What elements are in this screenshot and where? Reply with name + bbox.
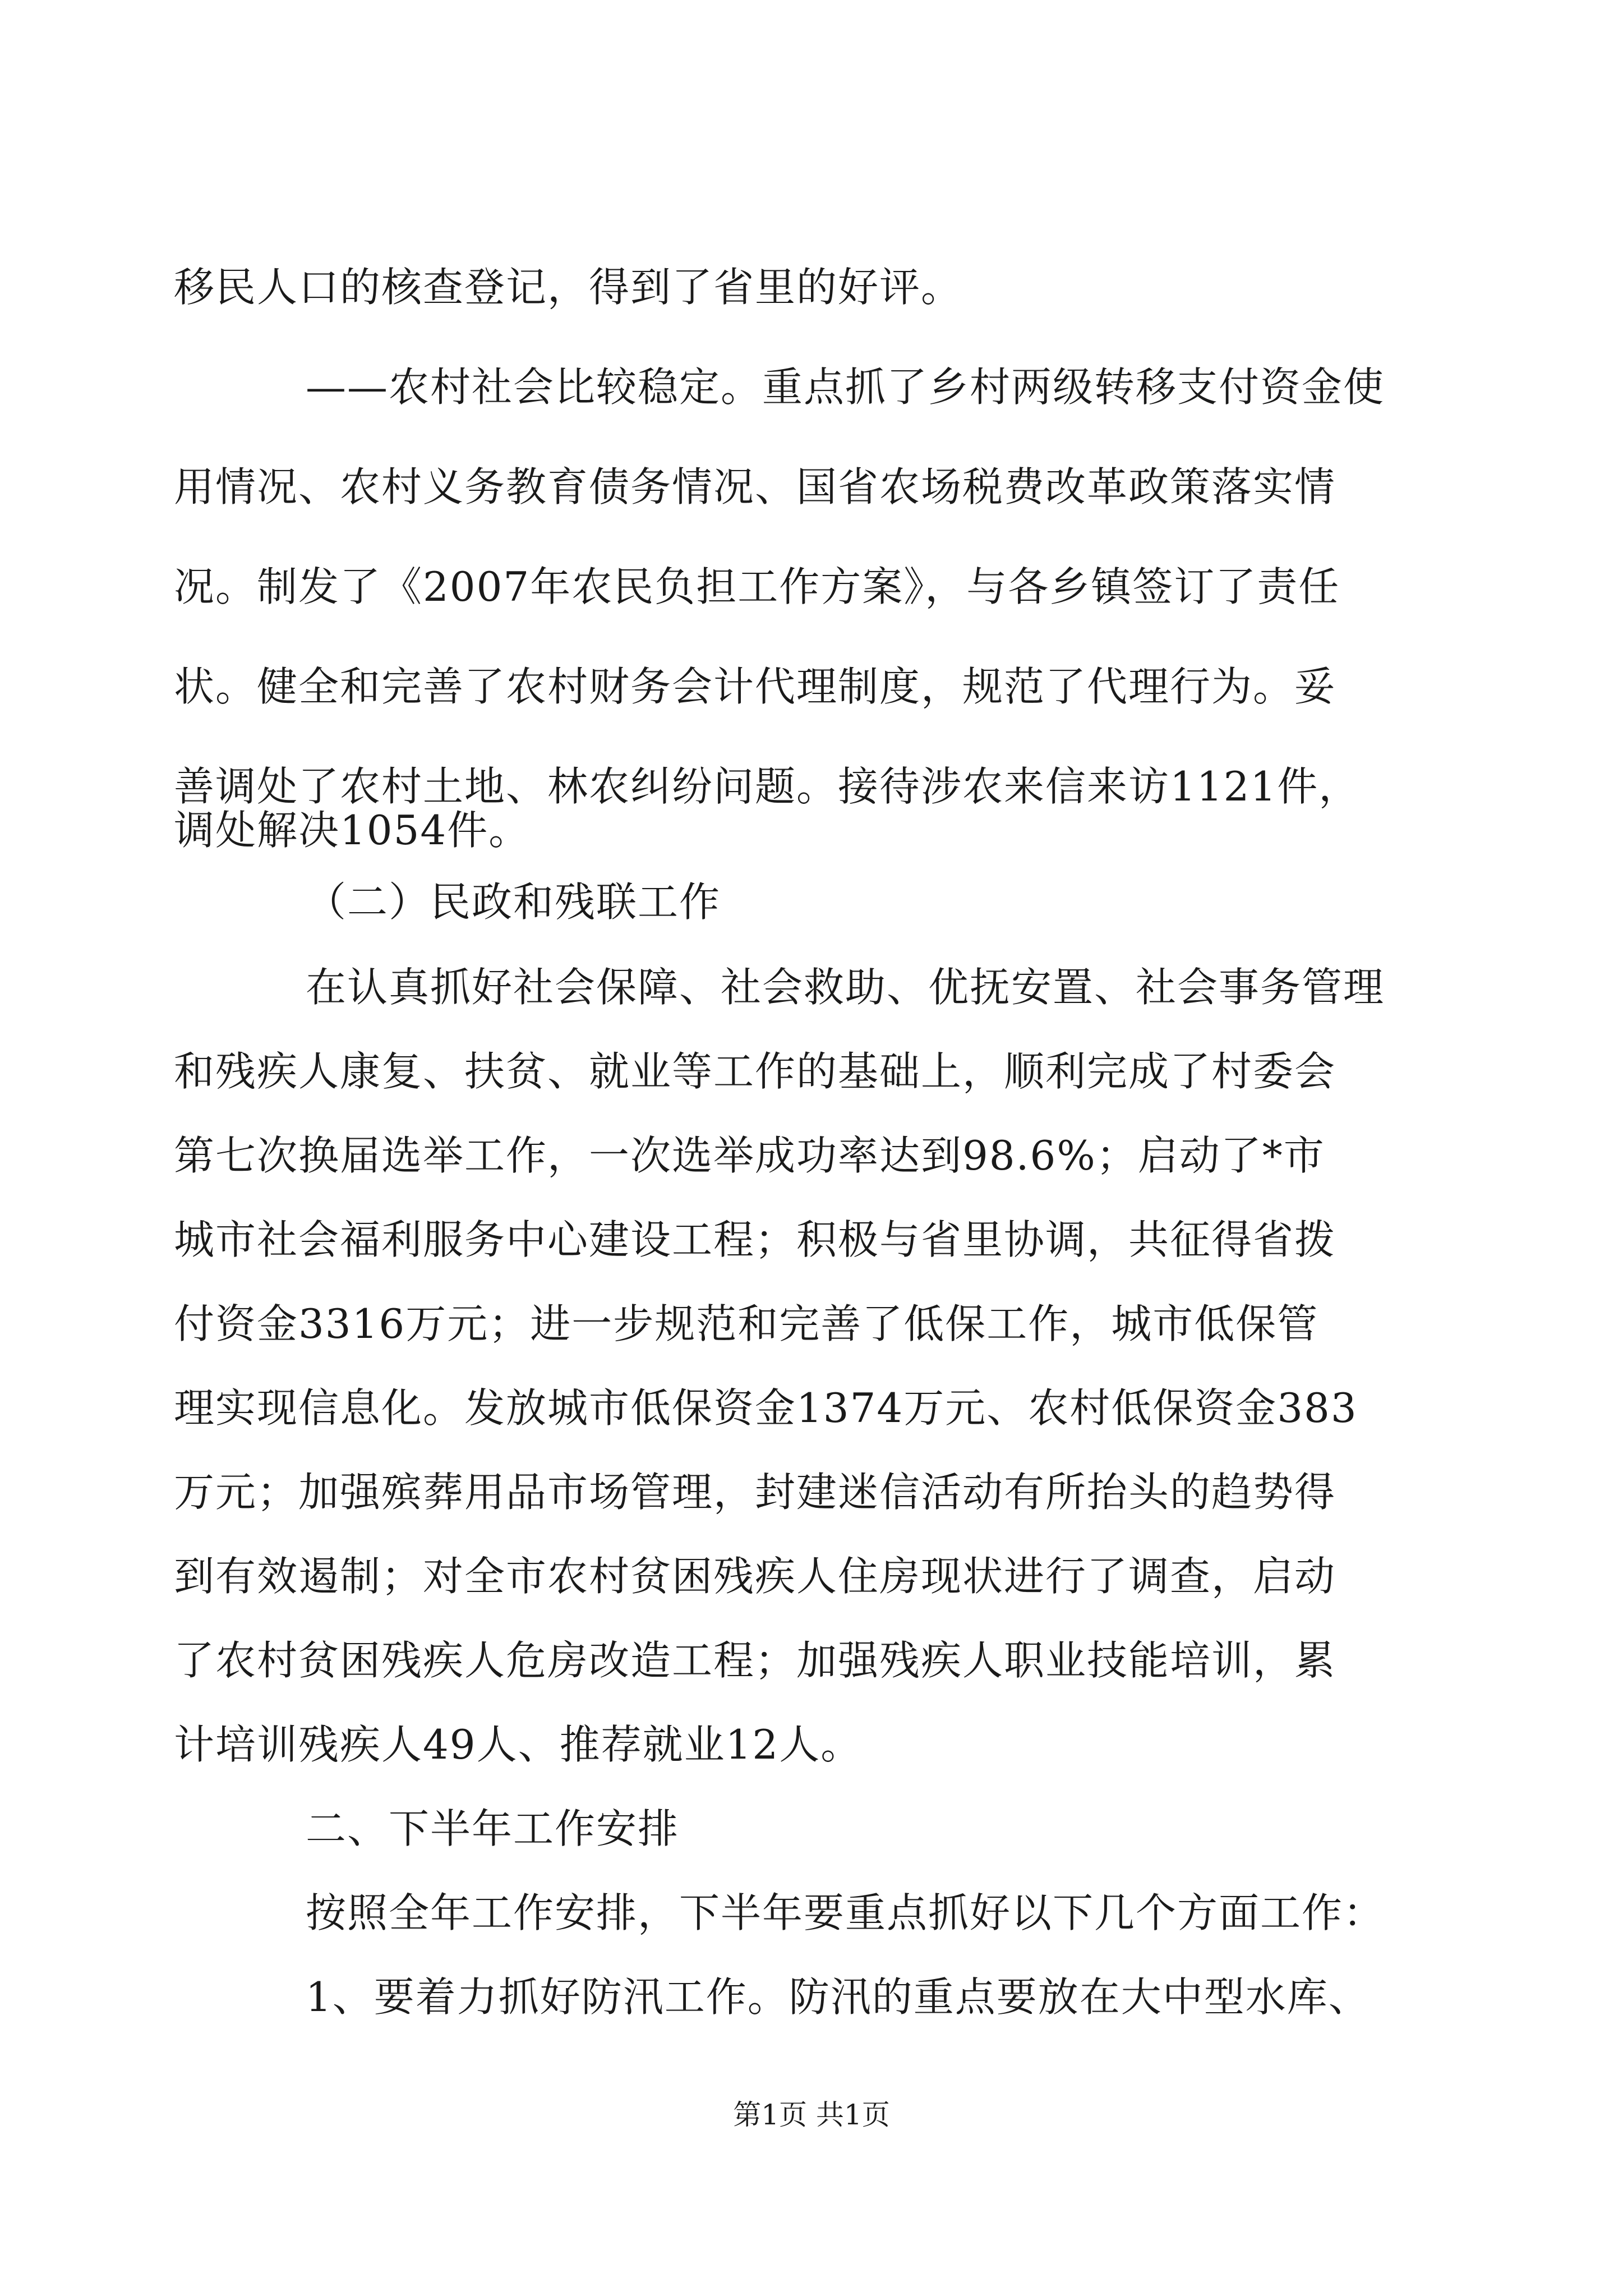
text-line: 计培训残疾人49人、推荐就业12人。 (174, 1721, 863, 1768)
text-line: 调处解决1054件。 (174, 807, 531, 854)
text-line: 万元；加强殡葬用品市场管理，封建迷信活动有所抬头的趋势得 (174, 1469, 1336, 1516)
section-heading: 二、下半年工作安排 (306, 1805, 680, 1852)
text-line: 移民人口的核查登记，得到了省里的好评。 (174, 264, 963, 311)
text-line: 状。健全和完善了农村财务会计代理制度，规范了代理行为。妥 (174, 663, 1336, 710)
text-line: ——农村社会比较稳定。重点抓了乡村两级转移支付资金使 (306, 364, 1385, 411)
text-line: 城市社会福利服务中心建设工程；积极与省里协调，共征得省拨 (174, 1216, 1336, 1263)
text-line: 了农村贫困残疾人危房改造工程；加强残疾人职业技能培训，累 (174, 1637, 1336, 1684)
page-footer: 第1页 共1页 (733, 2099, 890, 2131)
text-line: 按照全年工作安排，下半年要重点抓好以下几个方面工作： (306, 1889, 1385, 1936)
text-line: 到有效遏制；对全市农村贫困残疾人住房现状进行了调查，启动 (174, 1553, 1336, 1600)
text-line: 况。制发了《2007年农民负担工作方案》，与各乡镇签订了责任 (174, 563, 1340, 610)
text-line: 在认真抓好社会保障、社会救助、优抚安置、社会事务管理 (306, 964, 1385, 1011)
text-line: 和残疾人康复、扶贫、就业等工作的基础上，顺利完成了村委会 (174, 1048, 1336, 1095)
text-line: 善调处了农村土地、林农纠纷问题。接待涉农来信来访1121件， (174, 763, 1361, 810)
text-line: 付资金3316万元；进一步规范和完善了低保工作，城市低保管 (174, 1300, 1319, 1347)
text-line: 理实现信息化。发放城市低保资金1374万元、农村低保资金383 (174, 1384, 1358, 1432)
text-line: 1、要着力抓好防汛工作。防汛的重点要放在大中型水库、 (306, 1973, 1370, 2021)
text-line: 用情况、农村义务教育债务情况、国省农场税费改革政策落实情 (174, 463, 1336, 510)
text-line: 第七次换届选举工作，一次选举成功率达到98.6%；启动了*市 (174, 1132, 1325, 1179)
section-heading: （二）民政和残联工作 (306, 878, 721, 926)
